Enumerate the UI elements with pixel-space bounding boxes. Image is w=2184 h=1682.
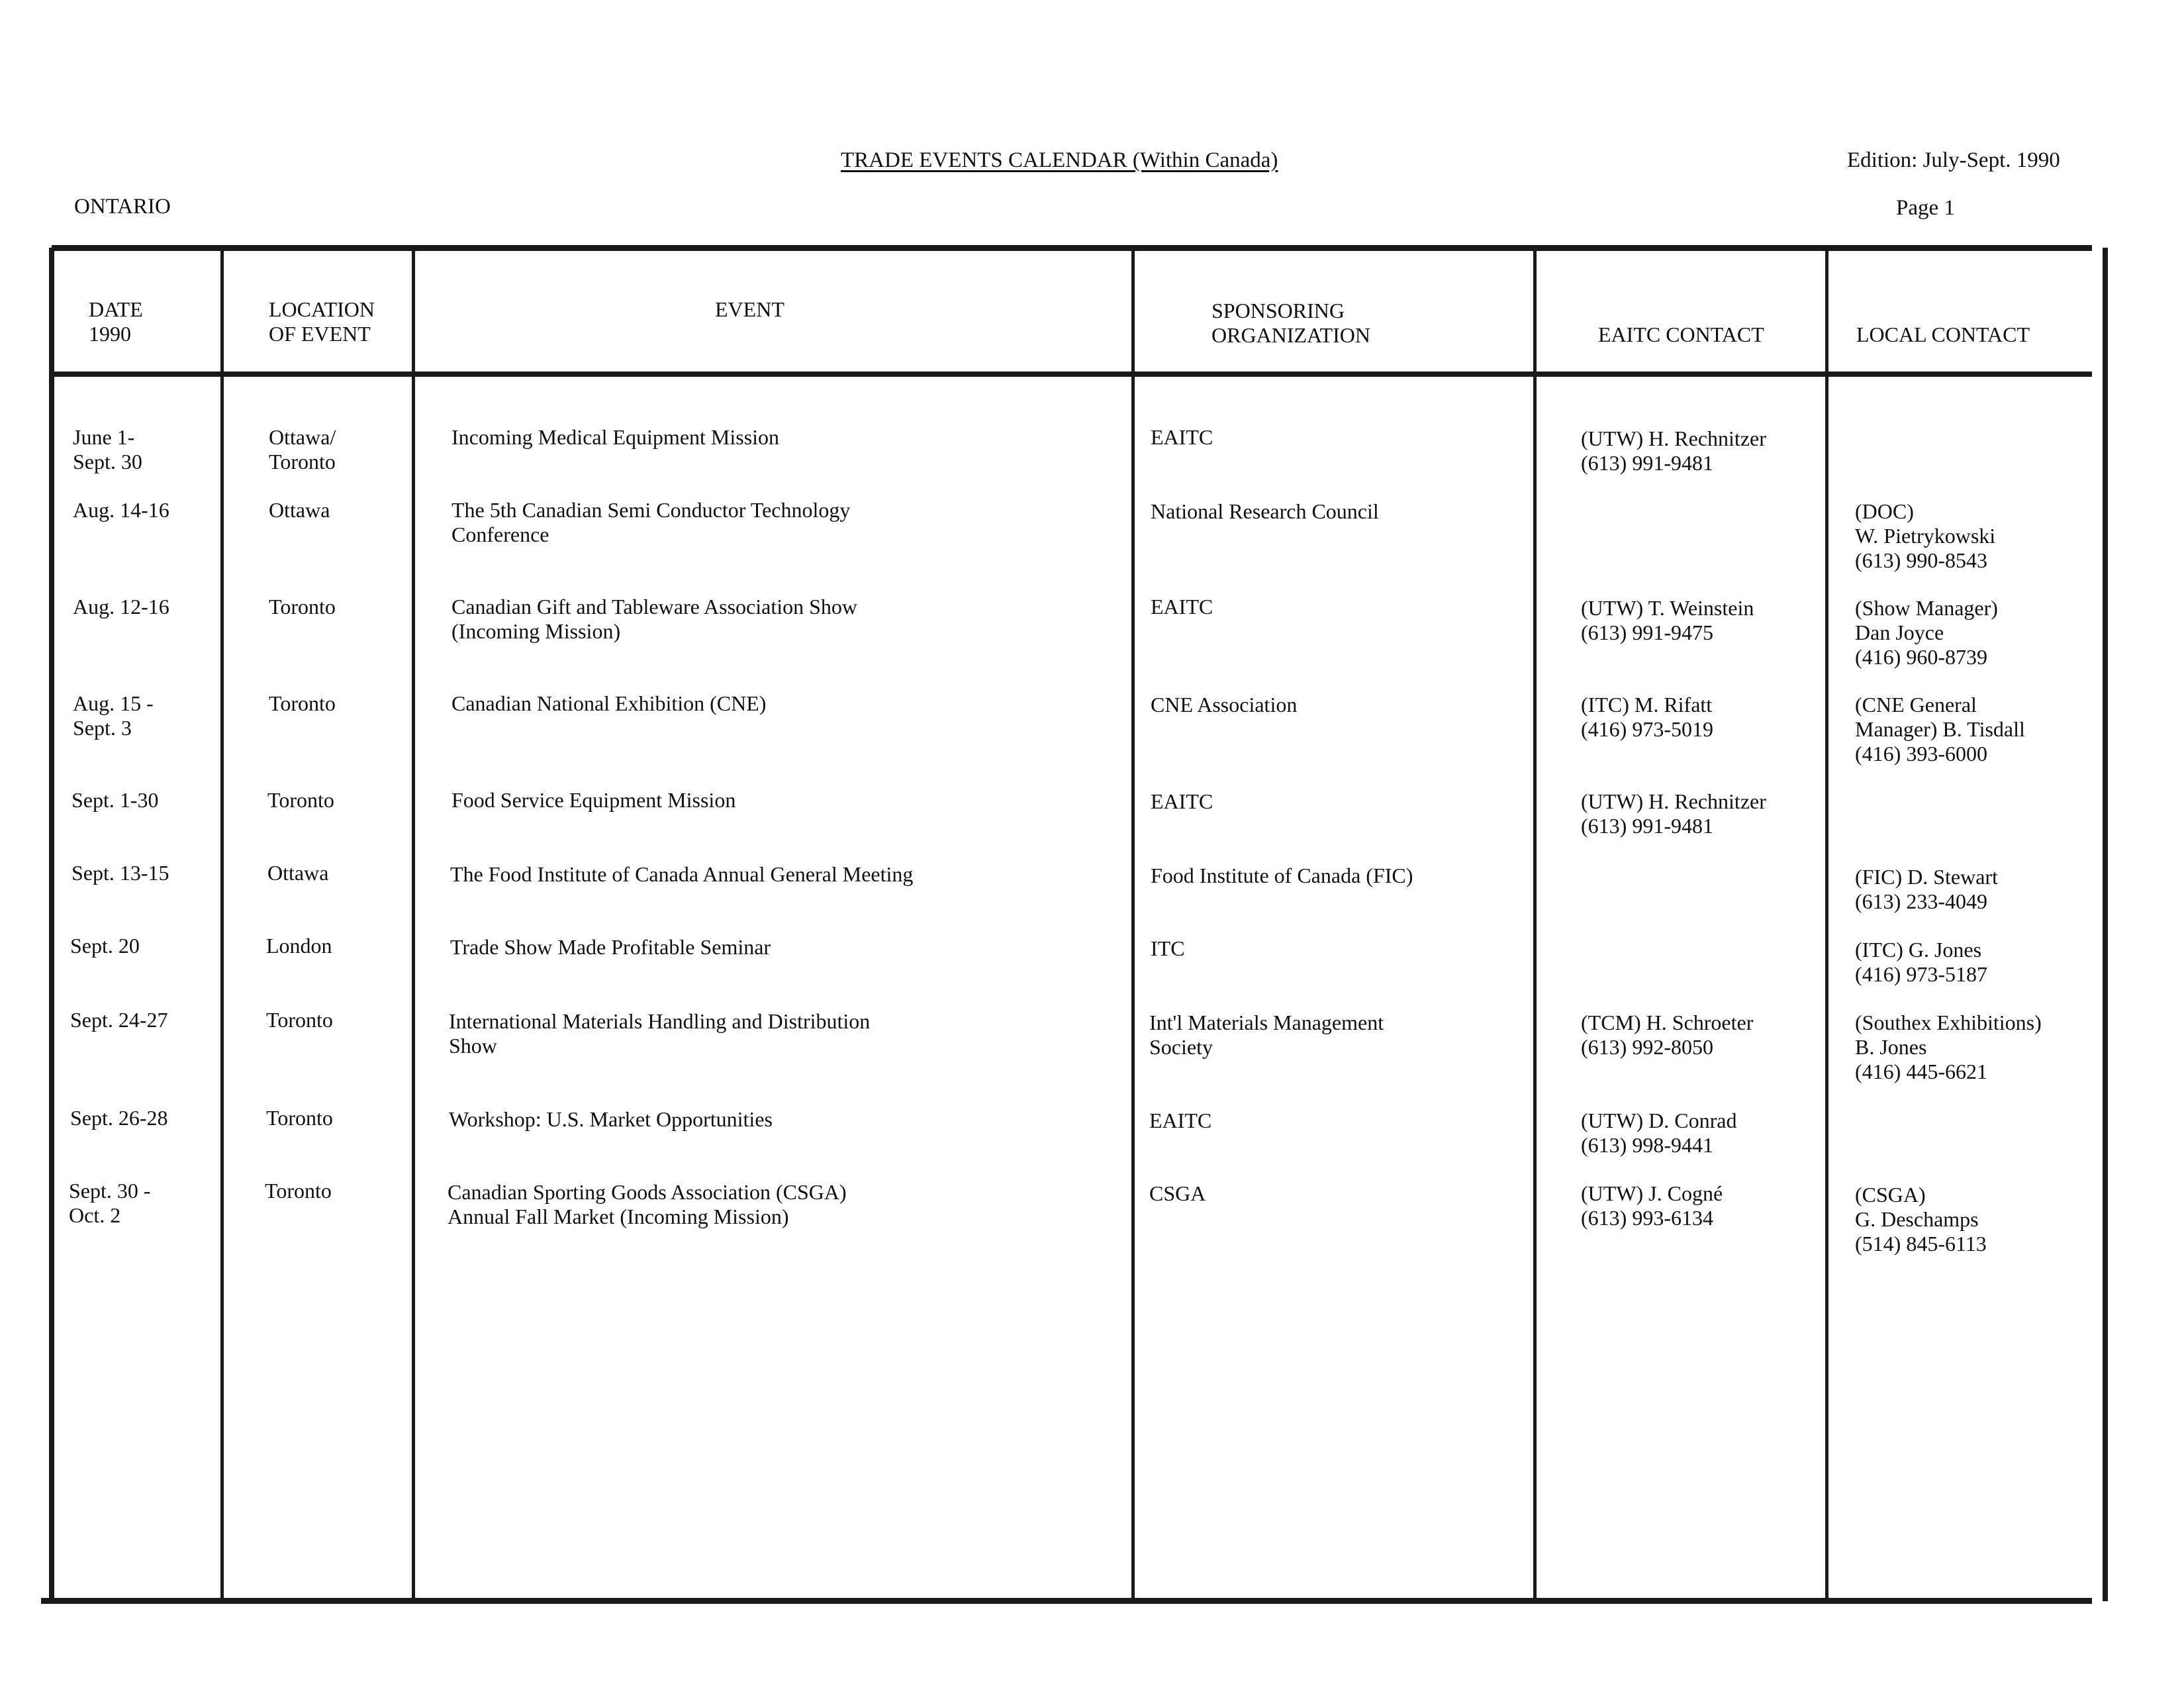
table-cell-date: June 1- Sept. 30	[73, 425, 142, 473]
table-cell-event: Workshop: U.S. Market Opportunities	[449, 1107, 773, 1131]
table-cell-event: Incoming Medical Equipment Mission	[451, 425, 780, 449]
table-top-border	[52, 245, 2092, 251]
table-cell-sponsor: CNE Association	[1151, 693, 1298, 717]
column-header-sponsor: SPONSORING ORGANIZATION	[1211, 299, 1370, 347]
table-cell-date: Sept. 30 - Oct. 2	[69, 1179, 151, 1227]
table-cell-event: International Materials Handling and Distribution Show	[449, 1009, 871, 1058]
table-cell-date: Sept. 26-28	[70, 1106, 168, 1130]
column-divider	[1825, 248, 1828, 1601]
page-number: Page 1	[1896, 196, 1955, 220]
table-left-border	[49, 248, 54, 1601]
table-cell-sponsor: EAITC	[1149, 1109, 1212, 1132]
table-cell-sponsor: National Research Council	[1151, 499, 1379, 523]
column-header-event: EVENT	[715, 297, 784, 321]
table-cell-location: Toronto	[266, 1106, 333, 1130]
table-cell-eaitc-contact: (UTW) J. Cogné (613) 993-6134	[1581, 1181, 1723, 1230]
table-cell-eaitc-contact: (UTW) T. Weinstein (613) 991-9475	[1581, 596, 1754, 644]
column-divider	[412, 248, 415, 1601]
table-cell-date: Sept. 24-27	[70, 1008, 168, 1032]
table-cell-local-contact: (Show Manager) Dan Joyce (416) 960-8739	[1855, 596, 1998, 669]
table-cell-location: Toronto	[267, 788, 334, 812]
table-bottom-border	[41, 1598, 2092, 1604]
table-cell-sponsor: Int'l Materials Management Society	[1149, 1011, 1384, 1059]
table-cell-location: Ottawa	[269, 498, 330, 522]
table-cell-eaitc-contact: (UTW) H. Rechnitzer (613) 991-9481	[1581, 426, 1766, 475]
table-cell-location: Toronto	[266, 1008, 333, 1032]
table-cell-event: The Food Institute of Canada Annual General Meeting	[450, 862, 914, 886]
table-cell-eaitc-contact: (UTW) D. Conrad (613) 998-9441	[1581, 1109, 1737, 1157]
table-cell-eaitc-contact: (TCM) H. Schroeter (613) 992-8050	[1581, 1011, 1754, 1059]
table-cell-location: London	[266, 934, 332, 958]
table-cell-sponsor: EAITC	[1151, 789, 1213, 813]
table-cell-sponsor: CSGA	[1149, 1181, 1206, 1205]
column-header-local-contact: LOCAL CONTACT	[1856, 322, 2030, 346]
table-cell-sponsor: Food Institute of Canada (FIC)	[1151, 864, 1413, 887]
table-cell-local-contact: (CNE General Manager) B. Tisdall (416) 393-6000	[1855, 693, 2025, 766]
table-cell-sponsor: EAITC	[1151, 595, 1213, 618]
table-cell-location: Toronto	[269, 595, 336, 618]
table-cell-location: Toronto	[265, 1179, 332, 1203]
column-divider	[1131, 248, 1135, 1601]
table-cell-date: Sept. 20	[70, 934, 140, 958]
table-cell-local-contact: (Southex Exhibitions) B. Jones (416) 445-6621	[1855, 1011, 2042, 1083]
table-cell-local-contact: (FIC) D. Stewart (613) 233-4049	[1855, 865, 1998, 913]
table-cell-event: Food Service Equipment Mission	[451, 788, 736, 812]
table-cell-event: Canadian National Exhibition (CNE)	[451, 691, 767, 715]
column-header-eaitc-contact: EAITC CONTACT	[1598, 322, 1764, 346]
document-title: TRADE EVENTS CALENDAR (Within Canada)	[841, 148, 1278, 172]
table-cell-local-contact: (CSGA) G. Deschamps (514) 845-6113	[1855, 1183, 1987, 1256]
column-header-date: DATE 1990	[89, 297, 143, 346]
edition-label: Edition: July-Sept. 1990	[1847, 148, 2060, 172]
table-cell-sponsor: EAITC	[1151, 425, 1213, 449]
table-cell-event: Canadian Sporting Goods Association (CSGA) Annual Fall Market (Incoming Mission)	[448, 1180, 847, 1228]
table-cell-event: Canadian Gift and Tableware Association Show (Incoming Mission)	[451, 595, 858, 643]
table-cell-location: Ottawa/ Toronto	[269, 425, 336, 473]
table-cell-sponsor: ITC	[1151, 936, 1185, 960]
table-cell-date: Sept. 1-30	[71, 788, 159, 812]
region-label: ONTARIO	[74, 195, 171, 219]
table-cell-local-contact: (DOC) W. Pietrykowski (613) 990-8543	[1855, 499, 1996, 572]
table-cell-date: Aug. 12-16	[73, 595, 169, 618]
table-cell-location: Toronto	[269, 691, 336, 715]
table-cell-date: Sept. 13-15	[71, 861, 169, 885]
header-divider	[52, 371, 2092, 377]
table-right-border	[2103, 248, 2108, 1601]
table-cell-date: Aug. 15 - Sept. 3	[73, 691, 154, 740]
table-cell-date: Aug. 14-16	[73, 498, 169, 522]
column-divider	[220, 248, 224, 1601]
table-cell-eaitc-contact: (UTW) H. Rechnitzer (613) 991-9481	[1581, 789, 1766, 838]
table-cell-event: The 5th Canadian Semi Conductor Technology Conference	[451, 498, 851, 546]
table-cell-local-contact: (ITC) G. Jones (416) 973-5187	[1855, 938, 1987, 986]
table-cell-eaitc-contact: (ITC) M. Rifatt (416) 973-5019	[1581, 693, 1713, 741]
table-cell-event: Trade Show Made Profitable Seminar	[450, 935, 771, 959]
column-header-location: LOCATION OF EVENT	[269, 297, 375, 346]
column-divider	[1533, 248, 1537, 1601]
table-cell-location: Ottawa	[267, 861, 329, 885]
